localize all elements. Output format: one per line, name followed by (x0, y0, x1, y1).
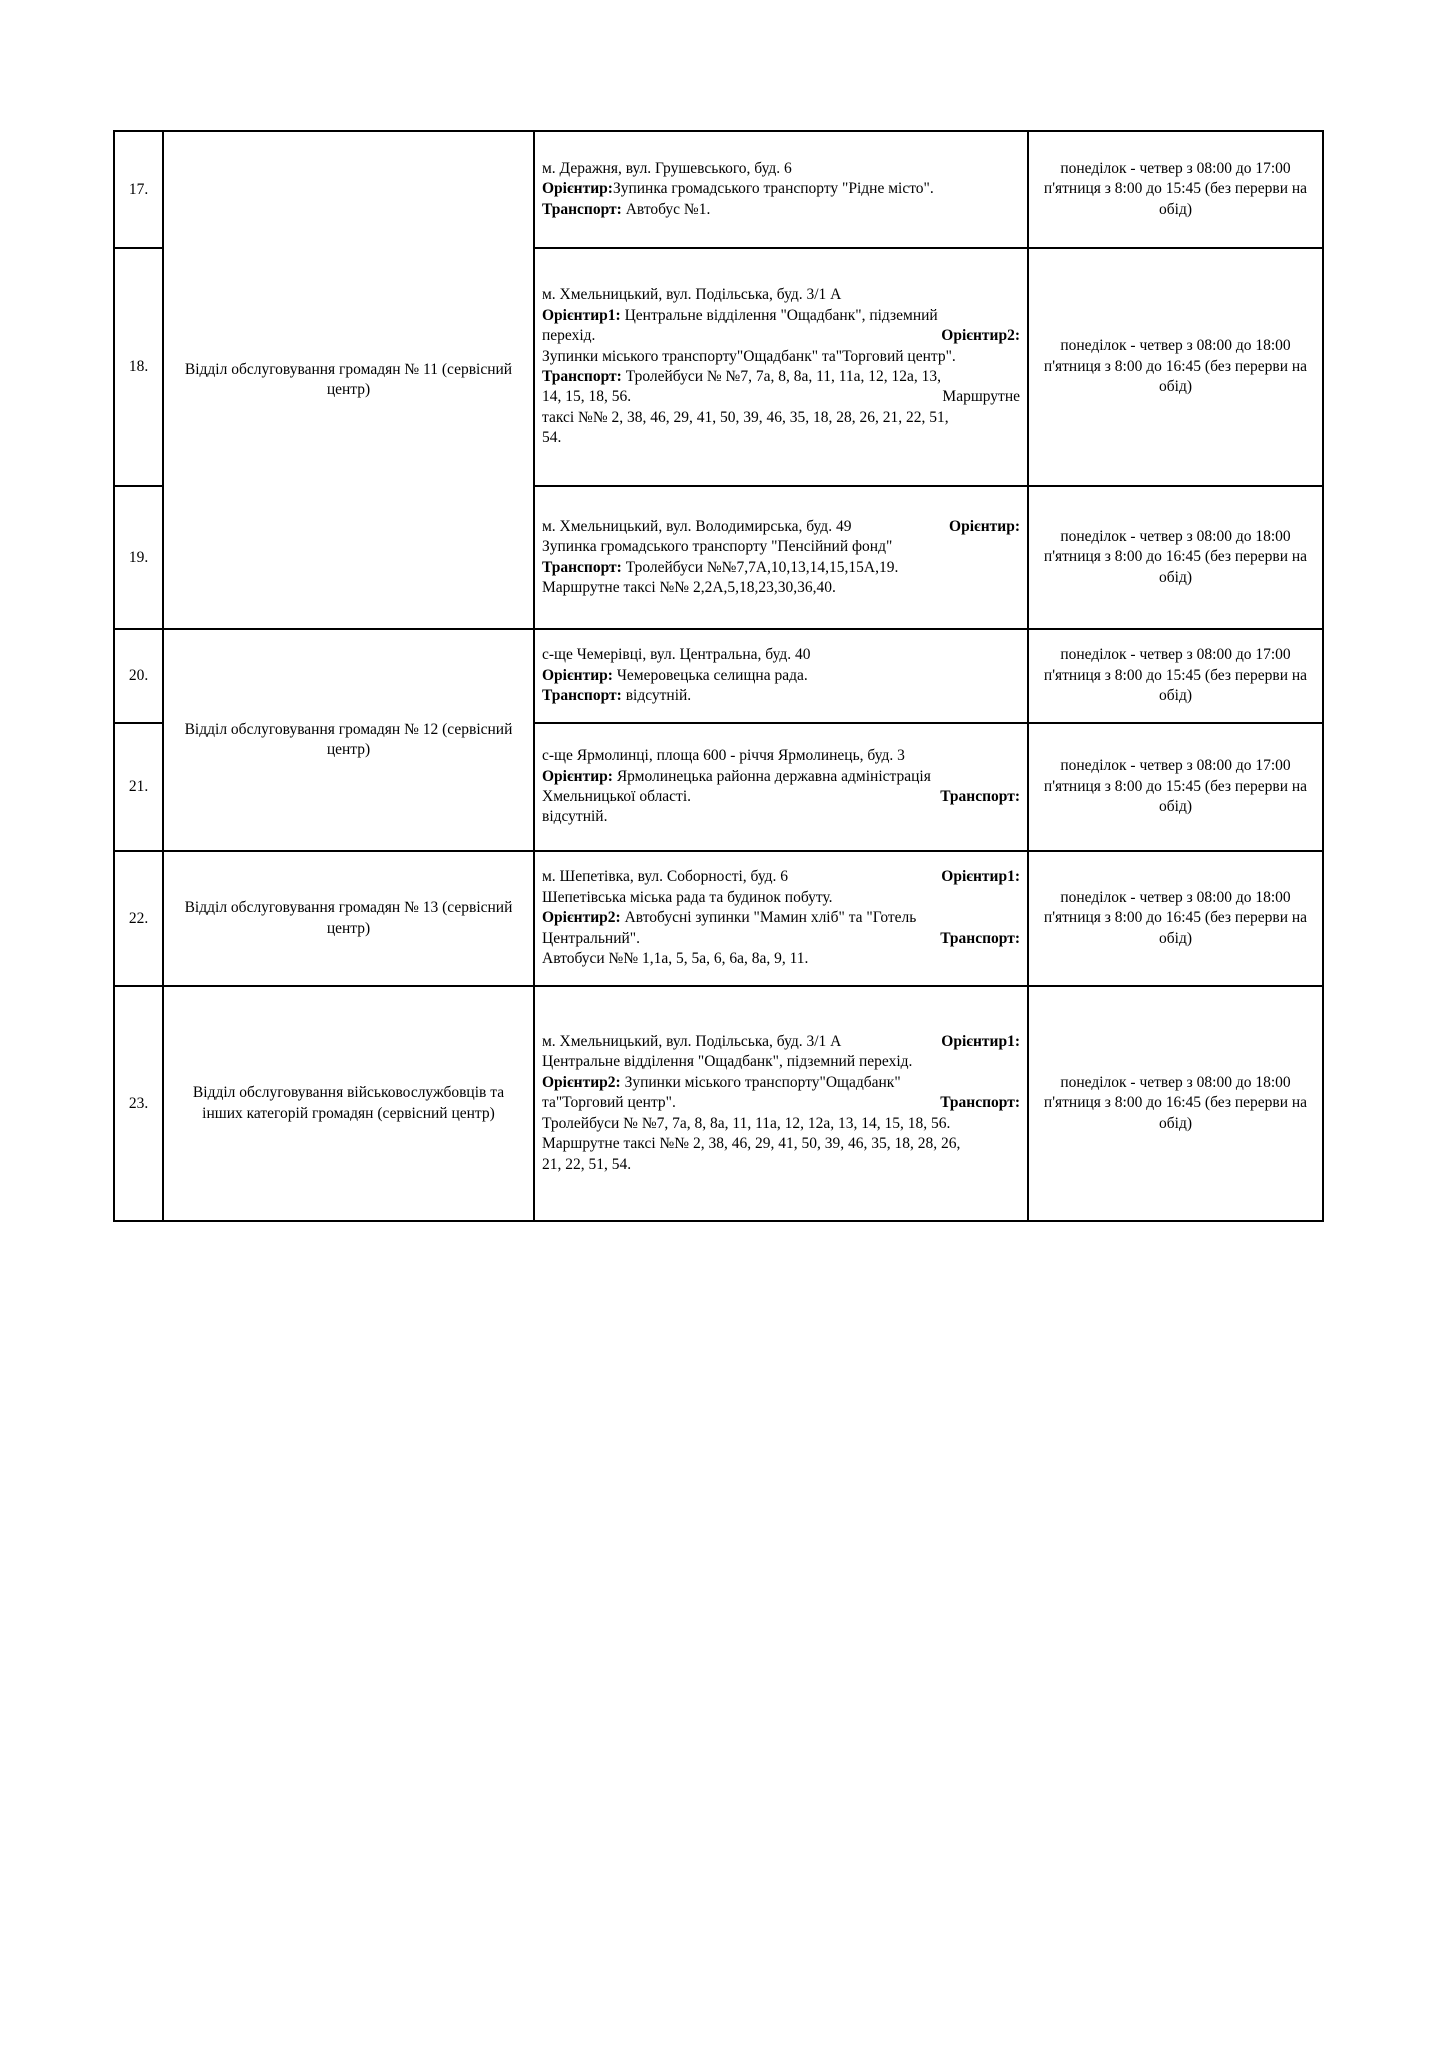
working-hours-cell: понеділок - четвер з 08:00 до 18:00 п'ятниця з 8:00 до 16:45 (без перерви на обід) (1028, 851, 1323, 986)
detail-line (542, 908, 1020, 928)
details-cell (534, 131, 1028, 248)
row-number-cell: 21. (114, 723, 163, 851)
detail-text: Центральне відділення "Ощадбанк", підземний (620, 306, 938, 324)
detail-text: та"Торговий центр". (542, 1094, 676, 1112)
detail-line (542, 285, 1020, 305)
detail-text: с-ще Чемерівці, вул. Центральна, буд. 40 (542, 646, 811, 664)
row-number-cell: 19. (114, 486, 163, 629)
working-hours-cell: понеділок - четвер з 08:00 до 18:00 п'ятниця з 8:00 до 16:45 (без перерви на обід) (1028, 248, 1323, 486)
detail-text: відсутній. (621, 687, 692, 705)
detail-text: Зупинка громадського транспорту "Пенсійний фонд" (542, 538, 893, 556)
detail-text: м. Хмельницький, вул. Подільська, буд. 3/1 А (542, 1032, 842, 1050)
detail-line (542, 578, 1020, 598)
detail-line (542, 326, 1020, 346)
detail-text: с-ще Ярмолинці, площа 600 - річчя Ярмолинець, буд. 3 (542, 747, 905, 765)
details-cell (534, 851, 1028, 986)
detail-label: Орієнтир: (542, 180, 613, 198)
row-number-cell: 20. (114, 629, 163, 723)
detail-line (542, 867, 1020, 887)
detail-label: Орієнтир1: (941, 868, 1020, 886)
detail-text: Зупинки міського транспорту"Ощадбанк" (620, 1073, 901, 1091)
details-cell (534, 986, 1028, 1221)
detail-line (542, 1052, 1020, 1072)
table-row (114, 629, 1323, 723)
detail-text: Центральне відділення "Ощадбанк", підземний перехід. (542, 1053, 913, 1071)
detail-text: Зупинка громадського транспорту "Рідне місто". (612, 180, 934, 198)
working-hours-cell: понеділок - четвер з 08:00 до 18:00 п'ятниця з 8:00 до 16:45 (без перерви на обід) (1028, 986, 1323, 1221)
detail-label: Орієнтир1: (941, 1032, 1020, 1050)
detail-text: Тролейбуси №№7,7А,10,13,14,15,15А,19. (621, 558, 899, 576)
detail-line (542, 558, 1020, 578)
detail-line (542, 179, 1020, 199)
row-number-cell: 23. (114, 986, 163, 1221)
working-hours-cell: понеділок - четвер з 08:00 до 18:00 п'ятниця з 8:00 до 16:45 (без перерви на обід) (1028, 486, 1323, 629)
detail-text: Тролейбуси № №7, 7а, 8, 8а, 11, 11а, 12, 12а, 13, 14, 15, 18, 56. (542, 1114, 951, 1132)
detail-line (542, 387, 1020, 407)
detail-line (542, 1073, 1020, 1093)
details-cell (534, 248, 1028, 486)
detail-line (542, 767, 1020, 787)
detail-text: Хмельницької області. (542, 788, 692, 805)
detail-line (542, 517, 1020, 537)
detail-line (542, 306, 1020, 326)
detail-line (542, 200, 1020, 220)
detail-line (542, 1134, 1020, 1154)
detail-text: Тролейбуси № №7, 7а, 8, 8а, 11, 11а, 12, 12а, 13, (621, 368, 942, 385)
detail-line (542, 537, 1020, 557)
detail-text: Центральний". (542, 929, 640, 947)
department-cell: Відділ обслуговування військовослужбовців та інших категорій громадян (сервісний центр) (163, 986, 534, 1221)
detail-line (542, 666, 1020, 686)
department-cell: Відділ обслуговування громадян № 12 (сервісний центр) (163, 629, 534, 851)
detail-line (542, 746, 1020, 766)
detail-label: Орієнтир: (542, 666, 613, 684)
detail-text: 21, 22, 51, 54. (542, 1155, 632, 1173)
working-hours-cell: понеділок - четвер з 08:00 до 17:00 п'ятниця з 8:00 до 15:45 (без перерви на обід) (1028, 131, 1323, 248)
detail-text: Автобус №1. (621, 200, 711, 218)
detail-text: Ярмолинецька районна державна адміністрація (612, 767, 931, 785)
detail-line (542, 1032, 1020, 1052)
detail-text: Маршрутне таксі №№ 2, 38, 46, 29, 41, 50, 39, 46, 35, 18, 28, 26, (542, 1135, 961, 1153)
detail-label: Транспорт: (542, 200, 622, 218)
detail-line (542, 645, 1020, 665)
detail-label: Орієнтир2: (542, 1073, 621, 1091)
details-cell (534, 629, 1028, 723)
row-number-cell: 22. (114, 851, 163, 986)
detail-line (542, 807, 1020, 827)
detail-label: Орієнтир2: (941, 327, 1020, 345)
detail-line (542, 888, 1020, 908)
detail-line (542, 159, 1020, 179)
detail-label: Транспорт: (940, 788, 1020, 805)
detail-line (542, 929, 1020, 949)
table-row (114, 986, 1323, 1221)
detail-text: 14, 15, 18, 56. (542, 388, 632, 406)
detail-line (542, 1155, 1020, 1175)
details-cell (534, 486, 1028, 629)
detail-text: таксі №№ 2, 38, 46, 29, 41, 50, 39, 46, 35, 18, 28, 26, 21, 22, 51, (542, 408, 949, 426)
detail-text: м. Шепетівка, вул. Соборності, буд. 6 (542, 868, 788, 886)
table-row (114, 851, 1323, 986)
detail-label: Орієнтир: (949, 517, 1020, 535)
row-number-cell: 17. (114, 131, 163, 248)
details-cell (534, 723, 1028, 851)
detail-line (542, 1114, 1020, 1134)
detail-line (542, 347, 1020, 367)
detail-label: Транспорт: (542, 687, 622, 705)
detail-text: 54. (542, 429, 562, 447)
detail-text: Автобуси №№ 1,1а, 5, 5а, 6, 6а, 8а, 9, 11. (542, 950, 809, 968)
detail-line (542, 949, 1020, 969)
service-centers-table (113, 130, 1324, 1222)
detail-text: відсутній. (542, 808, 608, 826)
table-row (114, 131, 1323, 248)
detail-line (542, 428, 1020, 448)
detail-text: м. Хмельницький, вул. Володимирська, буд. 49 (542, 517, 852, 535)
detail-text: Маршрутне (942, 388, 1020, 406)
detail-label: Орієнтир1: (542, 306, 621, 324)
detail-line (542, 787, 1020, 807)
detail-label: Транспорт: (940, 1094, 1020, 1112)
detail-text: Шепетівська міська рада та будинок побуту. (542, 888, 833, 906)
detail-line (542, 408, 1020, 428)
detail-text: Зупинки міського транспорту"Ощадбанк" та"Торговий центр". (542, 347, 956, 365)
row-number-cell: 18. (114, 248, 163, 486)
detail-text: Автобусні зупинки "Мамин хліб" та "Готель (620, 909, 917, 927)
detail-line (542, 1093, 1020, 1113)
detail-label: Орієнтир: (542, 767, 613, 785)
detail-label: Орієнтир2: (542, 909, 621, 927)
detail-line (542, 367, 1020, 387)
detail-text: Маршрутне таксі №№ 2,2А,5,18,23,30,36,40. (542, 578, 836, 596)
detail-text: м. Хмельницький, вул. Подільська, буд. 3/1 А (542, 286, 842, 304)
detail-text: м. Деражня, вул. Грушевського, буд. 6 (542, 159, 792, 177)
detail-line (542, 686, 1020, 706)
detail-label: Транспорт: (542, 558, 622, 576)
working-hours-cell: понеділок - четвер з 08:00 до 17:00 п'ятниця з 8:00 до 15:45 (без перерви на обід) (1028, 723, 1323, 851)
detail-label: Транспорт: (940, 929, 1020, 947)
detail-text: перехід. (542, 327, 596, 345)
detail-text: Чемеровецька селищна рада. (612, 666, 808, 684)
detail-label: Транспорт: (542, 368, 622, 385)
working-hours-cell: понеділок - четвер з 08:00 до 17:00 п'ятниця з 8:00 до 15:45 (без перерви на обід) (1028, 629, 1323, 723)
department-cell: Відділ обслуговування громадян № 11 (сервісний центр) (163, 131, 534, 629)
department-cell: Відділ обслуговування громадян № 13 (сервісний центр) (163, 851, 534, 986)
